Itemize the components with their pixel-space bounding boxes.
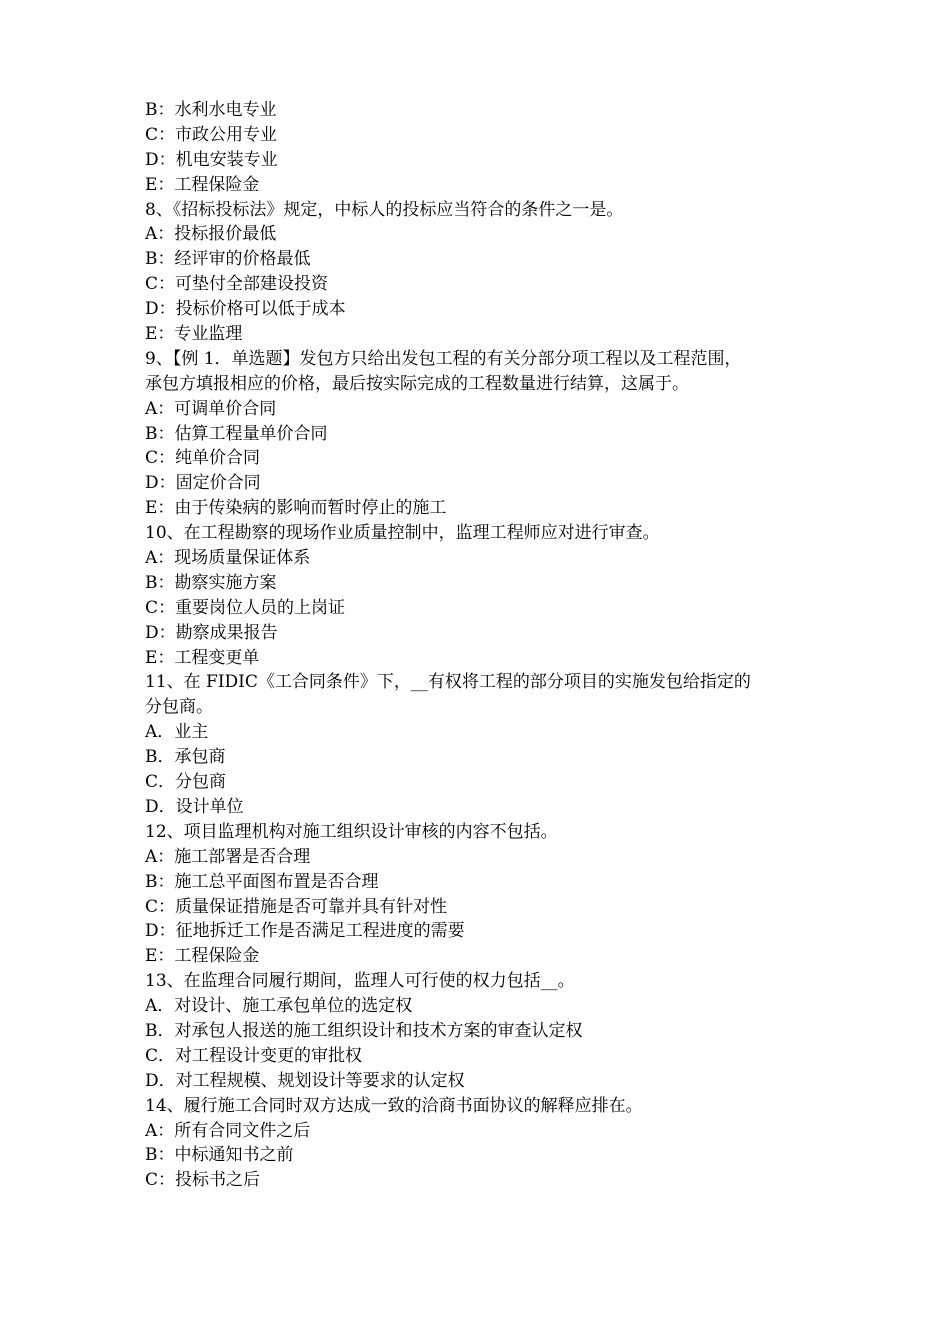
option-line: E：由于传染病的影响而暂时停止的施工 (145, 498, 447, 519)
option-line: C：市政公用专业 (145, 124, 278, 145)
question-10: 10、在工程勘察的现场作业质量控制中，监理工程师应对进行审查。 (145, 523, 660, 544)
option-line: A：施工部署是否合理 (145, 846, 311, 867)
option-line: C．对工程设计变更的审批权 (145, 1045, 363, 1066)
question-11-continued: 分包商。 (145, 697, 213, 718)
option-line: B：勘察实施方案 (145, 572, 277, 593)
option-line: B：估算工程量单价合同 (145, 423, 328, 444)
option-line: B．对承包人报送的施工组织设计和技术方案的审查认定权 (145, 1020, 583, 1041)
question-9: 9、【例 1．单选题】发包方只给出发包工程的有关分部分项工程以及工程范围， (145, 348, 742, 369)
question-9-continued: 承包方填报相应的价格，最后按实际完成的工程数量进行结算，这属于。 (145, 373, 689, 394)
option-line: B：水利水电专业 (145, 100, 277, 120)
option-line: D．设计单位 (145, 796, 244, 817)
option-line: B：经评审的价格最低 (145, 249, 311, 270)
question-12: 12、项目监理机构对施工组织设计审核的内容不包括。 (145, 821, 558, 842)
option-line: E：专业监理 (145, 324, 243, 345)
option-line: B：中标通知书之前 (145, 1145, 294, 1166)
option-line: A．对设计、施工承包单位的选定权 (145, 996, 413, 1017)
option-line: A：所有合同文件之后 (145, 1120, 311, 1141)
option-line: E：工程保险金 (145, 946, 260, 967)
option-line: E：工程保险金 (145, 174, 260, 195)
option-line: C：质量保证措施是否可靠并具有针对性 (145, 896, 448, 917)
option-line: C．分包商 (145, 772, 227, 793)
option-line: C：纯单价合同 (145, 448, 261, 469)
option-line: A．业主 (145, 722, 209, 743)
option-line: D：投标价格可以低于成本 (145, 299, 346, 320)
option-line: A：可调单价合同 (145, 398, 277, 419)
option-line: B：施工总平面图布置是否合理 (145, 871, 379, 892)
question-13: 13、在监理合同履行期间，监理人可行使的权力包括__。 (145, 971, 575, 992)
question-14: 14、履行施工合同时双方达成一致的洽商书面协议的解释应排在。 (145, 1095, 643, 1116)
option-line: A：现场质量保证体系 (145, 548, 311, 569)
question-8: 8、《招标投标法》规定，中标人的投标应当符合的条件之一是。 (145, 199, 624, 220)
question-11: 11、在 FIDIC《工合同条件》下，__有权将工程的部分项目的实施发包给指定的 (145, 672, 751, 693)
option-line: C：投标书之后 (145, 1170, 261, 1191)
option-line: E：工程变更单 (145, 647, 260, 668)
option-line: C：可垫付全部建设投资 (145, 274, 329, 295)
option-line: A：投标报价最低 (145, 224, 277, 245)
document-text-body (145, 98, 825, 1193)
option-line: D．对工程规模、规划设计等要求的认定权 (145, 1070, 465, 1091)
option-line: D：勘察成果报告 (145, 622, 278, 643)
option-line: C：重要岗位人员的上岗证 (145, 597, 346, 618)
option-line: B．承包商 (145, 747, 226, 768)
option-line: D：机电安装专业 (145, 149, 278, 170)
option-line: D：征地拆迁工作是否满足工程进度的需要 (145, 921, 465, 942)
option-line: D：固定价合同 (145, 473, 261, 494)
